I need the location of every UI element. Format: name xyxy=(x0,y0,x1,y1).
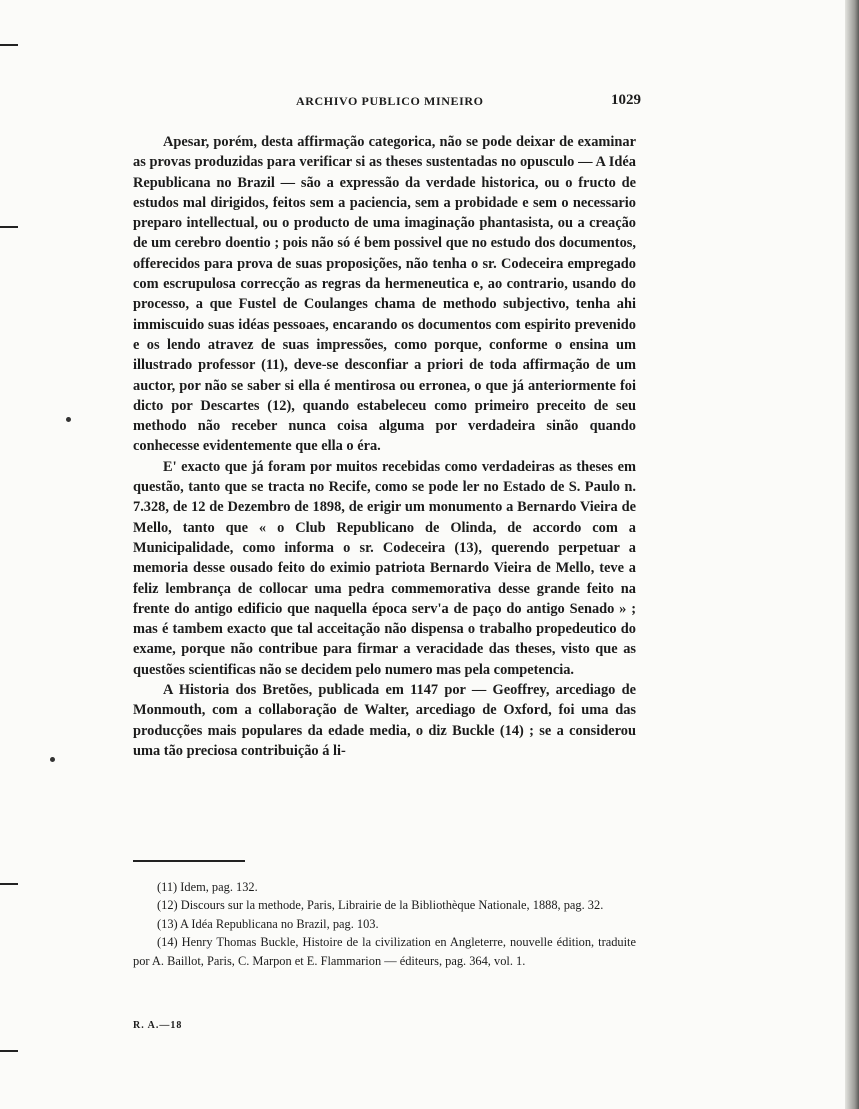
printer-signature: R. A.—18 xyxy=(133,1020,183,1031)
margin-mark xyxy=(0,1050,18,1052)
page-number: 1029 xyxy=(611,92,641,108)
footnote: (13) A Idéa Republicana no Brazil, pag. 103. xyxy=(157,916,379,931)
footnote: (12) Discours sur la methode, Paris, Librairie de la Bibliothèque Nationale, 1888, pag. 32. xyxy=(157,898,604,913)
paragraph: E' exacto que já foram por muitos recebidas como verdadeiras as theses em questão, tanto que se tracta no Recife, como se pode ler no Estado de S. Paulo n. 7.328, de 12 de Dezembro de 1898, de erigir um monumento a Bernardo Vieira de Mello, tanto que « o Club Republicano de Olinda, de accordo com a Municipalidade, como informa o sr. Codeceira (13), querendo perpetuar a memoria desse ousado feito do eximio patriota Bernardo Vieira de Mello, teve a feliz lembrança de collocar uma pedra commemorativa desse grande feito na frente do antigo edificio que naquella época serv'a de paço do antigo Senado » ; mas é tambem exacto que tal acceitação não dispensa o trabalho propedeutico do exame, porque não contribue para firmar a veracidade das theses, visto que as questões scientificas não se decidem pelo numero mas pela competencia. xyxy=(133,458,636,678)
running-header xyxy=(296,92,641,112)
speck-mark xyxy=(66,417,71,422)
speck-mark xyxy=(50,757,55,762)
header-title: ARCHIVO PUBLICO MINEIRO xyxy=(296,94,484,108)
margin-mark xyxy=(0,883,18,885)
margin-mark xyxy=(0,226,18,228)
footnote: (11) Idem, pag. 132. xyxy=(157,880,258,894)
footnote: (14) Henry Thomas Buckle, Histoire de la civilization en Angleterre, nouvelle édition, traduite por A. Baillot, Paris, C. Marpon et E. Flammarion — éditeurs, pag. 364, vol. 1. xyxy=(133,935,636,968)
paragraph: A Historia dos Bretões, publicada em 1147 por — Geoffrey, arcediago de Monmouth, com a collaboração de Walter, arcediago de Oxford, foi uma das producções mais populares da edade media, o diz Buckle (14) ; se a considerou uma tão preciosa contribuição á li- xyxy=(133,682,636,759)
page-edge-shadow xyxy=(845,0,859,1109)
paragraph: Apesar, porém, desta affirmação categorica, não se pode deixar de examinar as provas produzidas para verificar si as theses sustentadas no opusculo — A Idéa Republicana no Brazil — são a expressão da verdade historica, ou o fructo de estudos mal dirigidos, feitos sem a paciencia, sem a probidade e sem o necessario preparo intellectual, ou o producto de uma imaginação phantasista, ou a creação de um cerebro doentio ; pois não só é bem possivel que no estudo dos documentos, offerecidos para prova de suas proposições, não tenha o sr. Codeceira empregado com escrupulosa correcção as regras da hermeneutica e, ao contrario, usando do processo, a que Fustel de Coulanges chama de methodo subjectivo, tenha ahi immiscuido suas idéas pessoaes, encarando os documentos com espirito prevenido e os lendo atravez de suas impressões, como porque, conforme o ensina um illustrado professor (11), deve-se desconfiar a priori de toda affirmação de um auctor, por não se saber si ella é mentirosa ou erronea, o que já anteriormente foi dicto por Descartes (12), quando estabeleceu como primeiro preceito de seu methodo não receber nunca coisa alguma por verdadeira sinão quando conhecesse evidentemente que ella o éra. xyxy=(133,134,636,455)
margin-mark xyxy=(0,44,18,46)
body-text xyxy=(133,132,636,761)
footnote-divider xyxy=(133,860,245,862)
footnotes xyxy=(133,878,636,970)
